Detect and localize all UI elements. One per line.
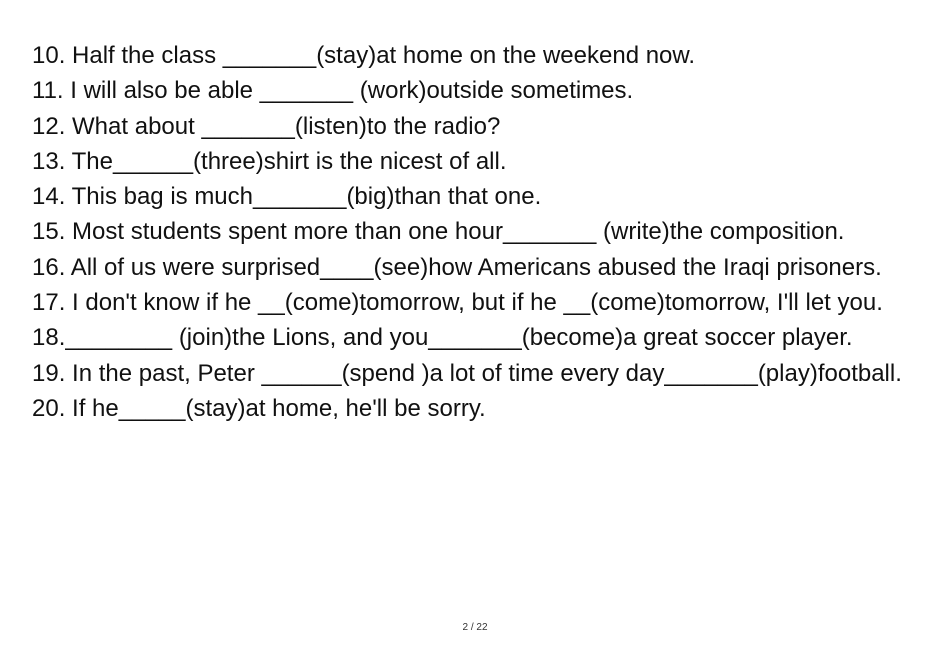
- exercise-item-13: 13. The______(three)shirt is the nicest of all.: [32, 147, 507, 175]
- exercise-item-20: 20. If he_____(stay)at home, he'll be sorry.: [32, 394, 486, 422]
- exercise-item-11: 11. I will also be able _______ (work)outside sometimes.: [32, 77, 634, 105]
- exercise-list: [32, 38, 914, 426]
- exercise-item-15: 15. Most students spent more than one hour_______ (write)the composition.: [32, 218, 845, 246]
- exercise-item-12: 12. What about _______(listen)to the radio?: [32, 112, 501, 140]
- exercise-item-17: 17. I don't know if he __(come)tomorrow, but if he __(come)tomorrow, I'll let you.: [32, 289, 883, 317]
- exercise-item-19: 19. In the past, Peter ______(spend )a lot of time every day_______(play)football.: [32, 359, 902, 387]
- exercise-item-10: 10. Half the class _______(stay)at home on the weekend now.: [32, 42, 696, 69]
- exercise-item-18: 18.________ (join)the Lions, and you_______(become)a great soccer player.: [32, 324, 853, 352]
- exercise-item-16: 16. All of us were surprised____(see)how Americans abused the Iraqi prisoners.: [32, 253, 882, 281]
- exercise-item-14: 14. This bag is much_______(big)than that one.: [32, 183, 542, 211]
- page-number: 2 / 22: [462, 622, 488, 633]
